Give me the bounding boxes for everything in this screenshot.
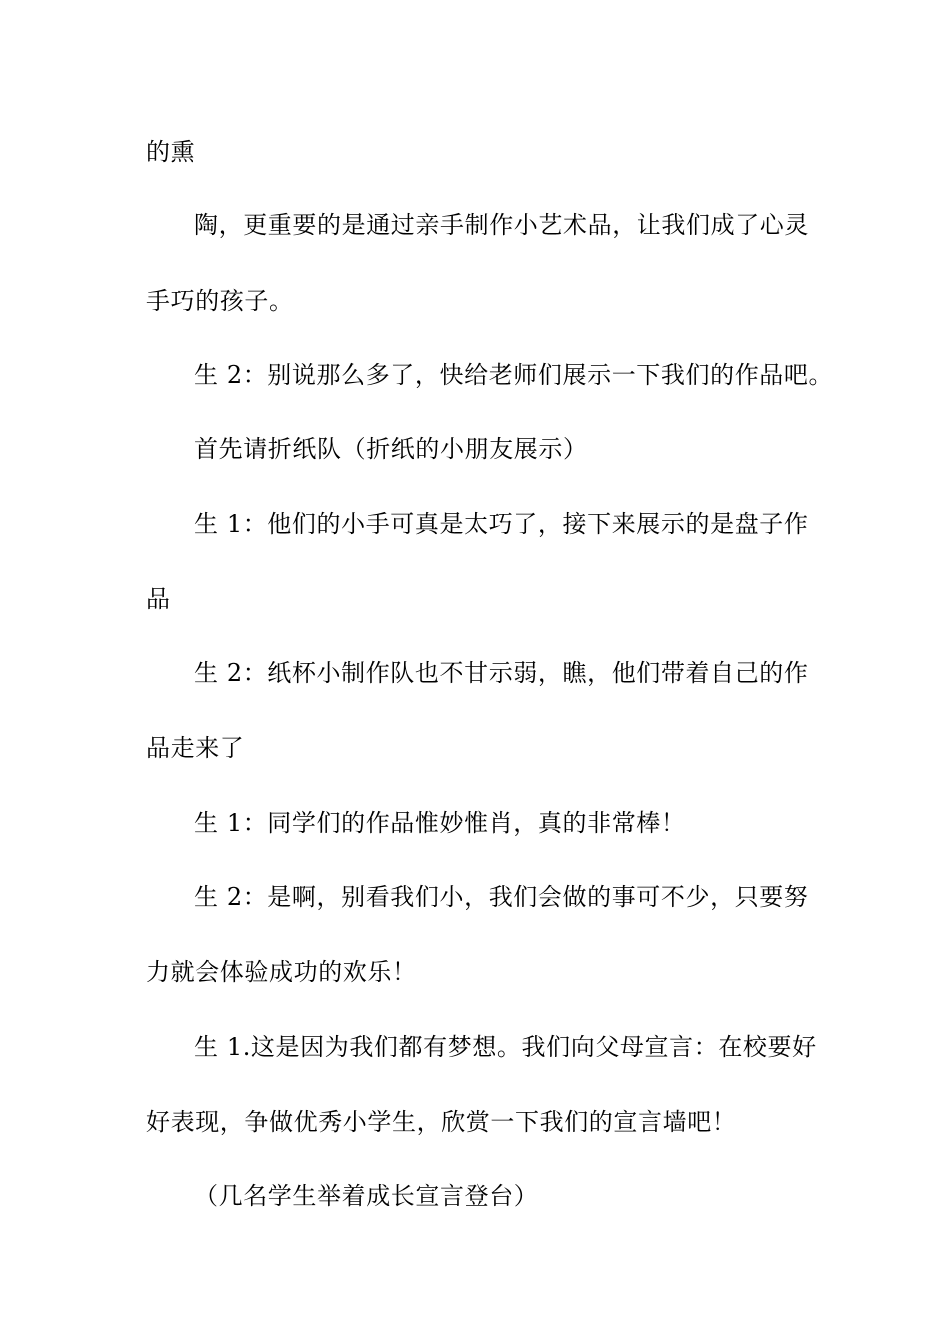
text-line: 生 1：同学们的作品惟妙惟肖，真的非常棒！	[194, 809, 686, 837]
text-line: 首先请折纸队（折纸的小朋友展示）	[194, 435, 588, 463]
text-line: 品走来了	[146, 734, 245, 762]
text-line: 生 2：纸杯小制作队也不甘示弱，瞧，他们带着自己的作	[194, 659, 809, 687]
text-line: 的熏	[146, 138, 196, 166]
text-line: 生 1.这是因为我们都有梦想。我们向父母宣言：在校要好	[194, 1033, 817, 1061]
text-line: （几名学生举着成长宣言登台）	[194, 1182, 539, 1210]
text-line: 品	[146, 585, 171, 613]
text-line: 陶，更重要的是通过亲手制作小艺术品，让我们成了心灵	[194, 211, 809, 239]
text-line: 生 2：是啊，别看我们小，我们会做的事可不少，只要努	[194, 883, 809, 911]
text-line: 好表现，争做优秀小学生，欣赏一下我们的宣言墙吧！	[146, 1108, 737, 1136]
text-line: 力就会体验成功的欢乐！	[146, 958, 417, 986]
text-line: 手巧的孩子。	[146, 287, 294, 315]
text-line: 生 1：他们的小手可真是太巧了，接下来展示的是盘子作	[194, 510, 809, 538]
text-line: 生 2：别说那么多了，快给老师们展示一下我们的作品吧。	[194, 361, 834, 389]
